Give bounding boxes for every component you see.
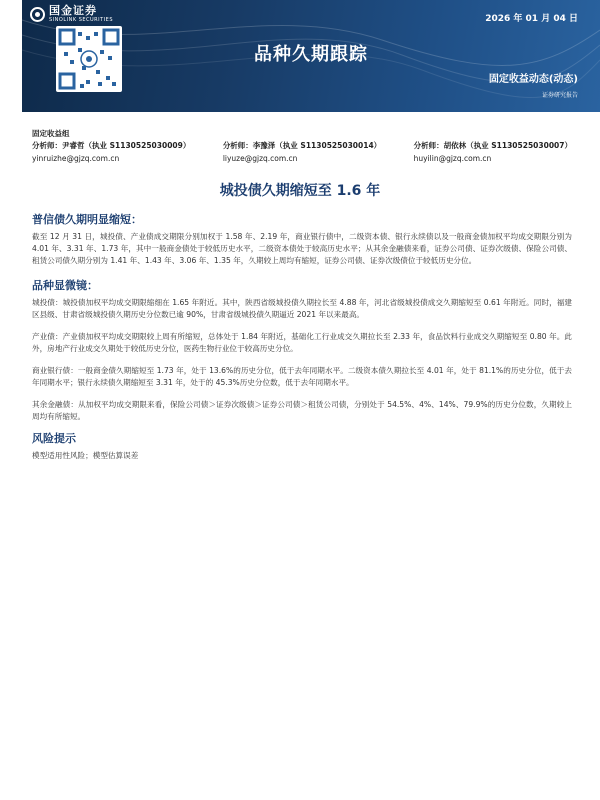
paragraph-risk: 模型适用性风险；模型估算误差 [32, 451, 139, 460]
paragraph-industry: 产业债：产业债加权平均成交期限较上周有所缩短，总体处于 1.84 年附近，基础化工行业成交久期拉长至 2.33 年，食品饮料行业成交久期缩短至 0.80 年。此外，房地产行业成交久期处于较低历史分位，医药生物行业位于较高历史分位。 [32, 332, 572, 353]
document-title: 城投债久期缩短至 1.6 年 [219, 183, 381, 199]
section-heading-risk: 风险提示 [32, 432, 76, 445]
analyst-email: liyuze@gjzq.com.cn [222, 154, 298, 163]
logo-icon [30, 7, 45, 22]
paragraph-chengtou: 城投债：城投债加权平均成交期限缩细在 1.65 年附近。其中，陕西省级城投债久期拉长至 4.88 年，河北省级城投债成交久期缩短至 0.61 年附近。同时，福建区县级、甘肃省级城投债久期历史分位数已逾 90%，甘肃省级城投债久期逼近 2021 年以来最高。 [32, 298, 572, 319]
header-banner [22, 0, 600, 112]
analyst-name: 分析师：胡依林（执业 S1130525030007） [413, 141, 572, 150]
report-date: 2026 年 01 月 04 日 [485, 14, 578, 24]
section-heading-microscope: 品种显微镜： [32, 279, 98, 292]
analyst-list [32, 140, 572, 163]
analyst-email: yinruizhe@gjzq.com.cn [32, 154, 120, 163]
logo-name-en: SINOLINK SECURITIES [49, 17, 113, 23]
team-name: 固定收益组 [32, 129, 70, 138]
paragraph-bank: 商业银行债：一般商金债久期缩短至 1.73 年，处于 13.6%的历史分位，低于去年同期水平。二级资本债久期拉长至 4.01 年，处于 81.1%的历史分位，低于去年同期水平；银行永续债久期缩短至 3.31 年，处于的 45.3%历史分位数，低于去年同期水平。 [32, 366, 572, 387]
paragraph-other-financial: 其余金融债：从加权平均成交期限来看，保险公司债＞证券次级债＞证券公司债＞租赁公司债，分别处于 54.5%、4%、14%、79.9%的历史分位数，久期较上周均有所缩短。 [32, 400, 572, 421]
analyst-item [32, 140, 190, 163]
paragraph-duration-summary: 截至 12 月 31 日，城投债、产业债成交期限分别加权于 1.58 年、2.19 年，商业银行债中，二级资本债、银行永续债以及一般商金债加权平均成交期限分别为 4.01 年、3.31 年、1.73 年，其中一般商金债处于较低历史水平，二级资本债处于较高历史水平；从其余金融债来看，证券公司债、证券次级债、保险公司债、租赁公司债久期分别为 1.41 年、1.43 年、3.06 年、1.35 年，久期较上周均有缩短，证券公司债、证券次级债位于较低历史分位。 [32, 232, 572, 265]
analyst-item [223, 140, 381, 163]
analyst-item [414, 140, 572, 163]
report-body [32, 211, 572, 472]
analyst-email: huyilin@gjzq.com.cn [413, 154, 492, 163]
company-logo [30, 5, 113, 23]
analyst-name: 分析师：李豫泽（执业 S1130525030014） [222, 141, 382, 150]
report-title: 品种久期跟踪 [254, 44, 368, 65]
section-heading-duration: 普信债久期明显缩短： [32, 213, 142, 226]
report-type-label: 证券研究报告 [541, 92, 578, 99]
analyst-name: 分析师：尹睿哲（执业 S1130525030009） [32, 141, 191, 150]
logo-name-cn: 国金证券 [49, 4, 97, 17]
report-subtitle: 固定收益动态(动态) [488, 74, 578, 85]
